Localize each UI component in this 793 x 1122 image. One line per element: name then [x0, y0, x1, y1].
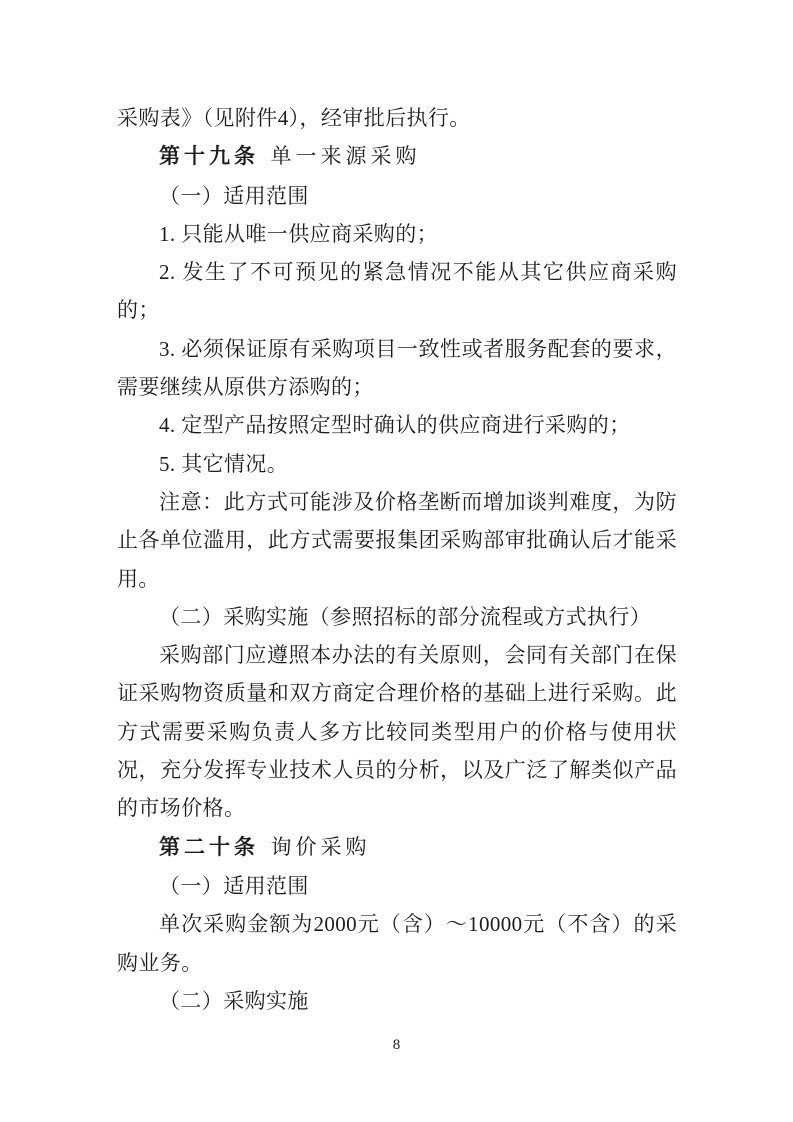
continued-paragraph: 采购表》（见附件4），经审批后执行。: [117, 106, 471, 130]
article-19-title: 单一来源采购: [270, 144, 421, 169]
document-body: [117, 99, 677, 1020]
scope-paragraph: 单次采购金额为2000元（含）～10000元（不含）的采购业务。: [117, 912, 677, 975]
article-20-number: 第二十条: [159, 835, 259, 859]
scope-heading-2: （一）适用范围: [159, 873, 309, 898]
list-item-3: 3. 必须保证原有采购项目一致性或者服务配套的要求，需要继续从原供方添购的；: [117, 336, 677, 400]
page-footer: [0, 1035, 793, 1055]
implementation-heading-1: （二）采购实施（参照招标的部分流程或方式执行）: [159, 604, 652, 629]
article-20-heading: [117, 828, 677, 867]
list-item-5: 5. 其它情况。: [159, 451, 289, 476]
implementation-paragraph: 采购部门应遵照本办法的有关原则，会同有关部门在保证采购物资质量和双方商定合理价格的基础上进行采购。此方式需要采购负责人多方比较同类型用户的价格与使用状况，充分发挥专业技术人员的分析，以及广泛了解类似产品的市场价格。: [117, 643, 677, 821]
scope-heading-1: （一）适用范围: [159, 183, 309, 208]
page-number: 8: [392, 1037, 401, 1053]
article-19-heading: [117, 137, 677, 176]
implementation-heading-2: （二）采购实施: [159, 988, 309, 1013]
list-item-2: 2. 发生了不可预见的紧急情况不能从其它供应商采购的；: [117, 260, 677, 323]
article-19-number: 第十九条: [159, 145, 259, 169]
list-item-1: 1. 只能从唯一供应商采购的；: [159, 221, 438, 246]
article-20-title: 询价采购: [270, 834, 371, 859]
note-paragraph: 注意：此方式可能涉及价格垄断而增加谈判难度，为防止各单位滥用，此方式需要报集团采购部审批确认后才能采用。: [117, 489, 677, 591]
list-item-4: 4. 定型产品按照定型时确认的供应商进行采购的；: [159, 413, 631, 438]
